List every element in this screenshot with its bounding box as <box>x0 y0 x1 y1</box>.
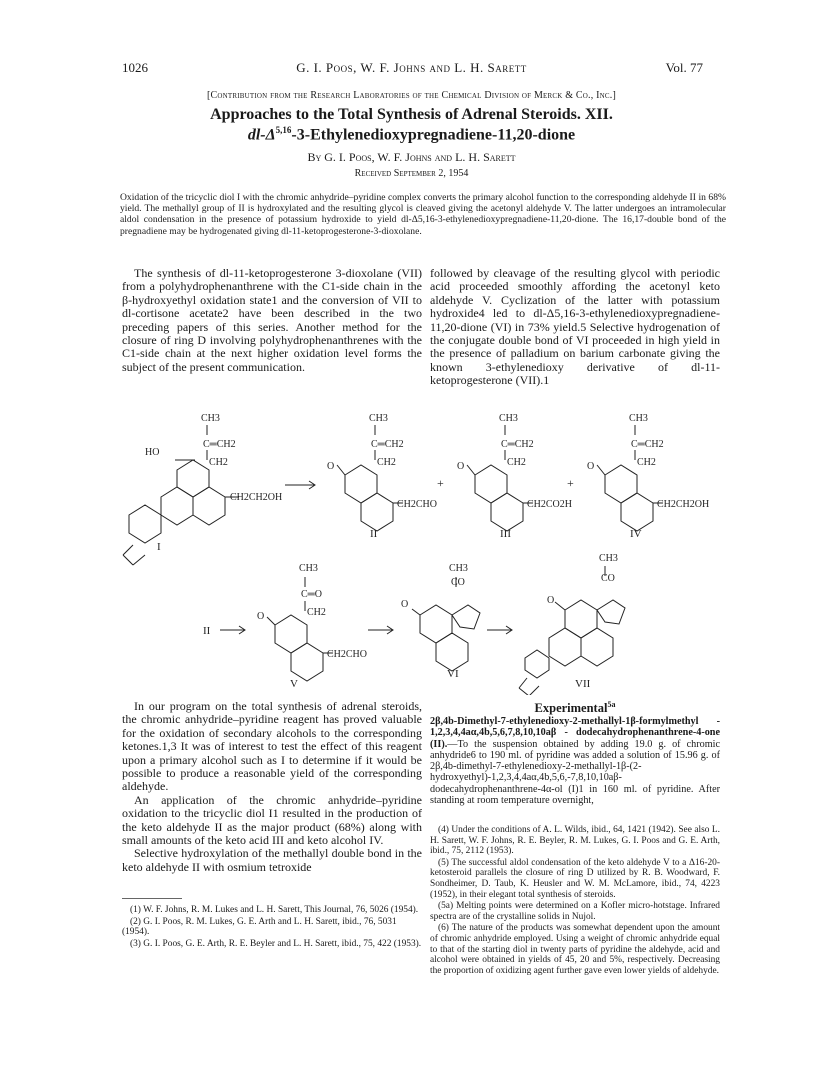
received-date: Received September 2, 1954 <box>354 168 469 179</box>
I-ch2ch2oh: CH2CH2OH <box>230 492 283 503</box>
II-c-ch2: C═CH2 <box>371 439 404 450</box>
IV-ch2: CH2 <box>637 457 656 468</box>
footnote-6: (6) The nature of the products was somewhat dependent upon the amount of chromic anhydride employed. Using a weight of chromic anhydride equal to that of the starting diol in twenty parts of pyridine the aldehyde, acid and alcohol were obtained in yields of 45, 20 and 5%, respectively. Decreasing the proportion of oxidizing agent further gave even lower yields of aldehyde. <box>430 923 720 976</box>
VI-co: CO <box>451 577 465 588</box>
footnote-rule <box>122 898 182 899</box>
experimental-compound: 2β,4b-Dimethyl-7-ethylenedioxy-2-methallyl-1β-formylmethyl - 1,2,3,4,4aα,4b,5,6,7,8,10,10aβ - dodecahydrophenanthrene-4-one (II). <box>430 716 720 750</box>
experimental-text: —To the suspension obtained by adding 19.0 g. of chromic anhydride6 to 190 ml. of pyridine was added a solution of 15.96 g. of 2β,4b-dimethyl-7-ethylenedioxy-2-methallyl-1β-(2-hydroxyethyl)-1,2,3,4,4aα,4b,5,6,-7,8,10,10aβ-dodecahydrophenanthrene-4α-ol (I)1 in 160 ml. of pyridine. After standing at room temperature overnight, <box>430 738 720 807</box>
IV-ch2ch2oh: CH2CH2OH <box>657 499 710 510</box>
V-c-o: C═O <box>301 589 322 600</box>
intro-right-paragraph: followed by cleavage of the resulting glycol with periodic acid proceeded smoothly affording the acetonyl keto aldehyde V. Cyclization of the latter with potassium hydroxide4 led to dl-Δ5,16-3-ethylenedioxypregnadiene-11,20-dione (VI) in 73% yield.5 Selective hydrogenation of the conjugate double bond of VI proceeded in high yield in the presence of palladium on barium carbonate giving the known 3-ethylenedioxy derivative of dl-11-ketoprogesterone (VII).1 <box>430 266 720 388</box>
VII-co: CO <box>601 573 615 584</box>
footnote-5a: (5a) Melting points were determined on a Kofler micro-hotstage. Infrared spectra are of the crystalline solids in Nujol. <box>430 901 720 922</box>
running-head: G. I. Poos, W. F. Johns and L. H. Sarett <box>296 60 527 75</box>
footnotes-right <box>430 825 720 977</box>
byline: By G. I. Poos, W. F. Johns and L. H. Sarett <box>307 150 516 164</box>
V-ch2cho: CH2CHO <box>327 649 368 660</box>
page-number: 1026 <box>122 60 148 75</box>
experimental-heading-text: Experimental <box>534 701 608 716</box>
label-VII: VII <box>575 678 591 690</box>
label-II: II <box>370 528 378 540</box>
body-left-paragraph-3: Selective hydroxylation of the methallyl double bond in the keto aldehyde II with osmium tetroxide <box>122 846 422 874</box>
III-ch2co2h: CH2CO2H <box>527 499 573 510</box>
V-ch2: CH2 <box>307 607 326 618</box>
III-o: O <box>457 461 465 472</box>
footnotes-left <box>122 905 422 950</box>
body-left-paragraph-2: An application of the chromic anhydride–pyridine oxidation to the tricyclic diol I1 resulted in the production of the keto aldehyde II as the major product (68%) along with small amounts of the keto acid III and keto alcohol IV. <box>122 792 422 848</box>
II-ch2cho: CH2CHO <box>397 499 438 510</box>
structure-VII <box>519 566 625 695</box>
VII-o: O <box>547 595 555 606</box>
body-left <box>122 700 422 874</box>
I-ho: HO <box>145 447 160 458</box>
II-ch3: CH3 <box>369 413 388 424</box>
label-IV: IV <box>630 528 642 540</box>
structure-V <box>267 577 333 681</box>
label-I: I <box>157 541 161 553</box>
footnote-4: (4) Under the conditions of A. L. Wilds, ibid., 64, 1421 (1942). See also L. H. Sarett, W. F. Johns, R. E. Beyler, R. M. Lukes, G. I. Poos and G. E. Arth, ibid., 75, 2112 (1953). <box>430 825 720 857</box>
I-c-ch2: C═CH2 <box>203 439 236 450</box>
article-title-line1: Approaches to the Total Synthesis of Adrenal Steroids. XII. <box>210 106 613 123</box>
II-o: O <box>327 461 335 472</box>
footnote-3: (3) G. I. Poos, G. E. Arth, R. E. Beyler and L. H. Sarett, ibid., 75, 422 (1953). <box>130 938 422 949</box>
experimental-body <box>430 716 720 806</box>
label-III: III <box>500 528 511 540</box>
footnote-2: (2) G. I. Poos, R. M. Lukes, G. E. Arth and L. H. Sarett, ibid., 76, 5031 (1954). <box>122 916 397 938</box>
I-ch3: CH3 <box>201 413 220 424</box>
III-ch3: CH3 <box>499 413 518 424</box>
V-o: O <box>257 611 265 622</box>
II-reactant-label: II <box>203 625 211 637</box>
footnote-5: (5) The successful aldol condensation of the keto aldehyde V to a Δ16-20-ketosteroid parallels the closure of ring D utilized by R. B. Woodward, F. Sondheimer, D. Taub, K. Heusler and W. M. McLamore, ibid., 74, 4223 (1952), in their elegant total synthesis of steroids. <box>430 857 720 900</box>
volume-label: Vol. 77 <box>665 60 703 75</box>
reaction-scheme-drawing <box>115 405 721 695</box>
IV-c-ch2: C═CH2 <box>631 439 664 450</box>
II-ch2: CH2 <box>377 457 396 468</box>
VI-ch3: CH3 <box>449 563 468 574</box>
title-superscript: 5,16 <box>275 125 292 135</box>
III-ch2: CH2 <box>507 457 526 468</box>
title-rest: -3-Ethylenedioxypregnadiene-11,20-dione <box>291 126 576 144</box>
experimental-heading <box>430 700 720 716</box>
plus-1: + <box>437 476 444 490</box>
footnote-1: (1) W. F. Johns, R. M. Lukes and L. H. Sarett, This Journal, 76, 5026 (1954). <box>130 905 419 915</box>
abstract: Oxidation of the tricyclic diol I with the chromic anhydride–pyridine complex converts the primary alcohol function to the corresponding aldehyde II in 68% yield. The methallyl group of II is hydroxylated and the resulting glycol is cleaved giving the acetonyl aldehyde V. The latter undergoes an intramolecular aldol condensation in the presence of potassium hydroxide to yield dl-Δ5,16-3-ethylenedioxypregnadiene-11,20-dione. The 16,17-double bond of the pregnadiene may be hydrogenated giving dl-11-ketoprogesterone-3-dioxolane. <box>120 192 726 237</box>
intro-left-paragraph: The synthesis of dl-11-ketoprogesterone 3-dioxolane (VII) from a polyhydrophenanthrene with the C1-side chain in the β-hydroxyethyl oxidation state1 and the conversion of VII to dl-cortisone acetate2 have been described in the two preceding papers of this series. Another method for the closure of ring D involving polyhydrophenanthrenes with the C1-side chain at the next higher oxidation level forms the subject of the present communication. <box>122 266 422 374</box>
structure-VI <box>412 577 480 671</box>
V-ch3: CH3 <box>299 563 318 574</box>
III-c-ch2: C═CH2 <box>501 439 534 450</box>
body-left-paragraph-1: In our program on the total synthesis of adrenal steroids, the chromic anhydride–pyridine reagent has proved valuable for the oxidation of secondary alcohols to the corresponding ketones.1,3 It was of interest to test the effect of this reagent upon a primary alcohol such as I to determine if it would be possible to produce a reasonable yield of the corresponding aldehyde. <box>122 699 422 794</box>
title-prefix: dl-Δ <box>247 126 276 144</box>
IV-o: O <box>587 461 595 472</box>
article-title-line2 <box>0 125 823 144</box>
experimental-heading-sup: 5a <box>607 700 616 709</box>
VI-o: O <box>401 599 409 610</box>
VII-ch3: CH3 <box>599 553 618 564</box>
IV-ch3: CH3 <box>629 413 648 424</box>
contribution-note: [Contribution from the Research Laboratories of the Chemical Division of Merck & Co., Inc.] <box>206 90 617 101</box>
plus-2: + <box>567 476 574 490</box>
I-ch2: CH2 <box>209 457 228 468</box>
reaction-scheme <box>115 405 721 695</box>
label-V: V <box>290 678 298 690</box>
label-VI: VI <box>447 668 459 680</box>
